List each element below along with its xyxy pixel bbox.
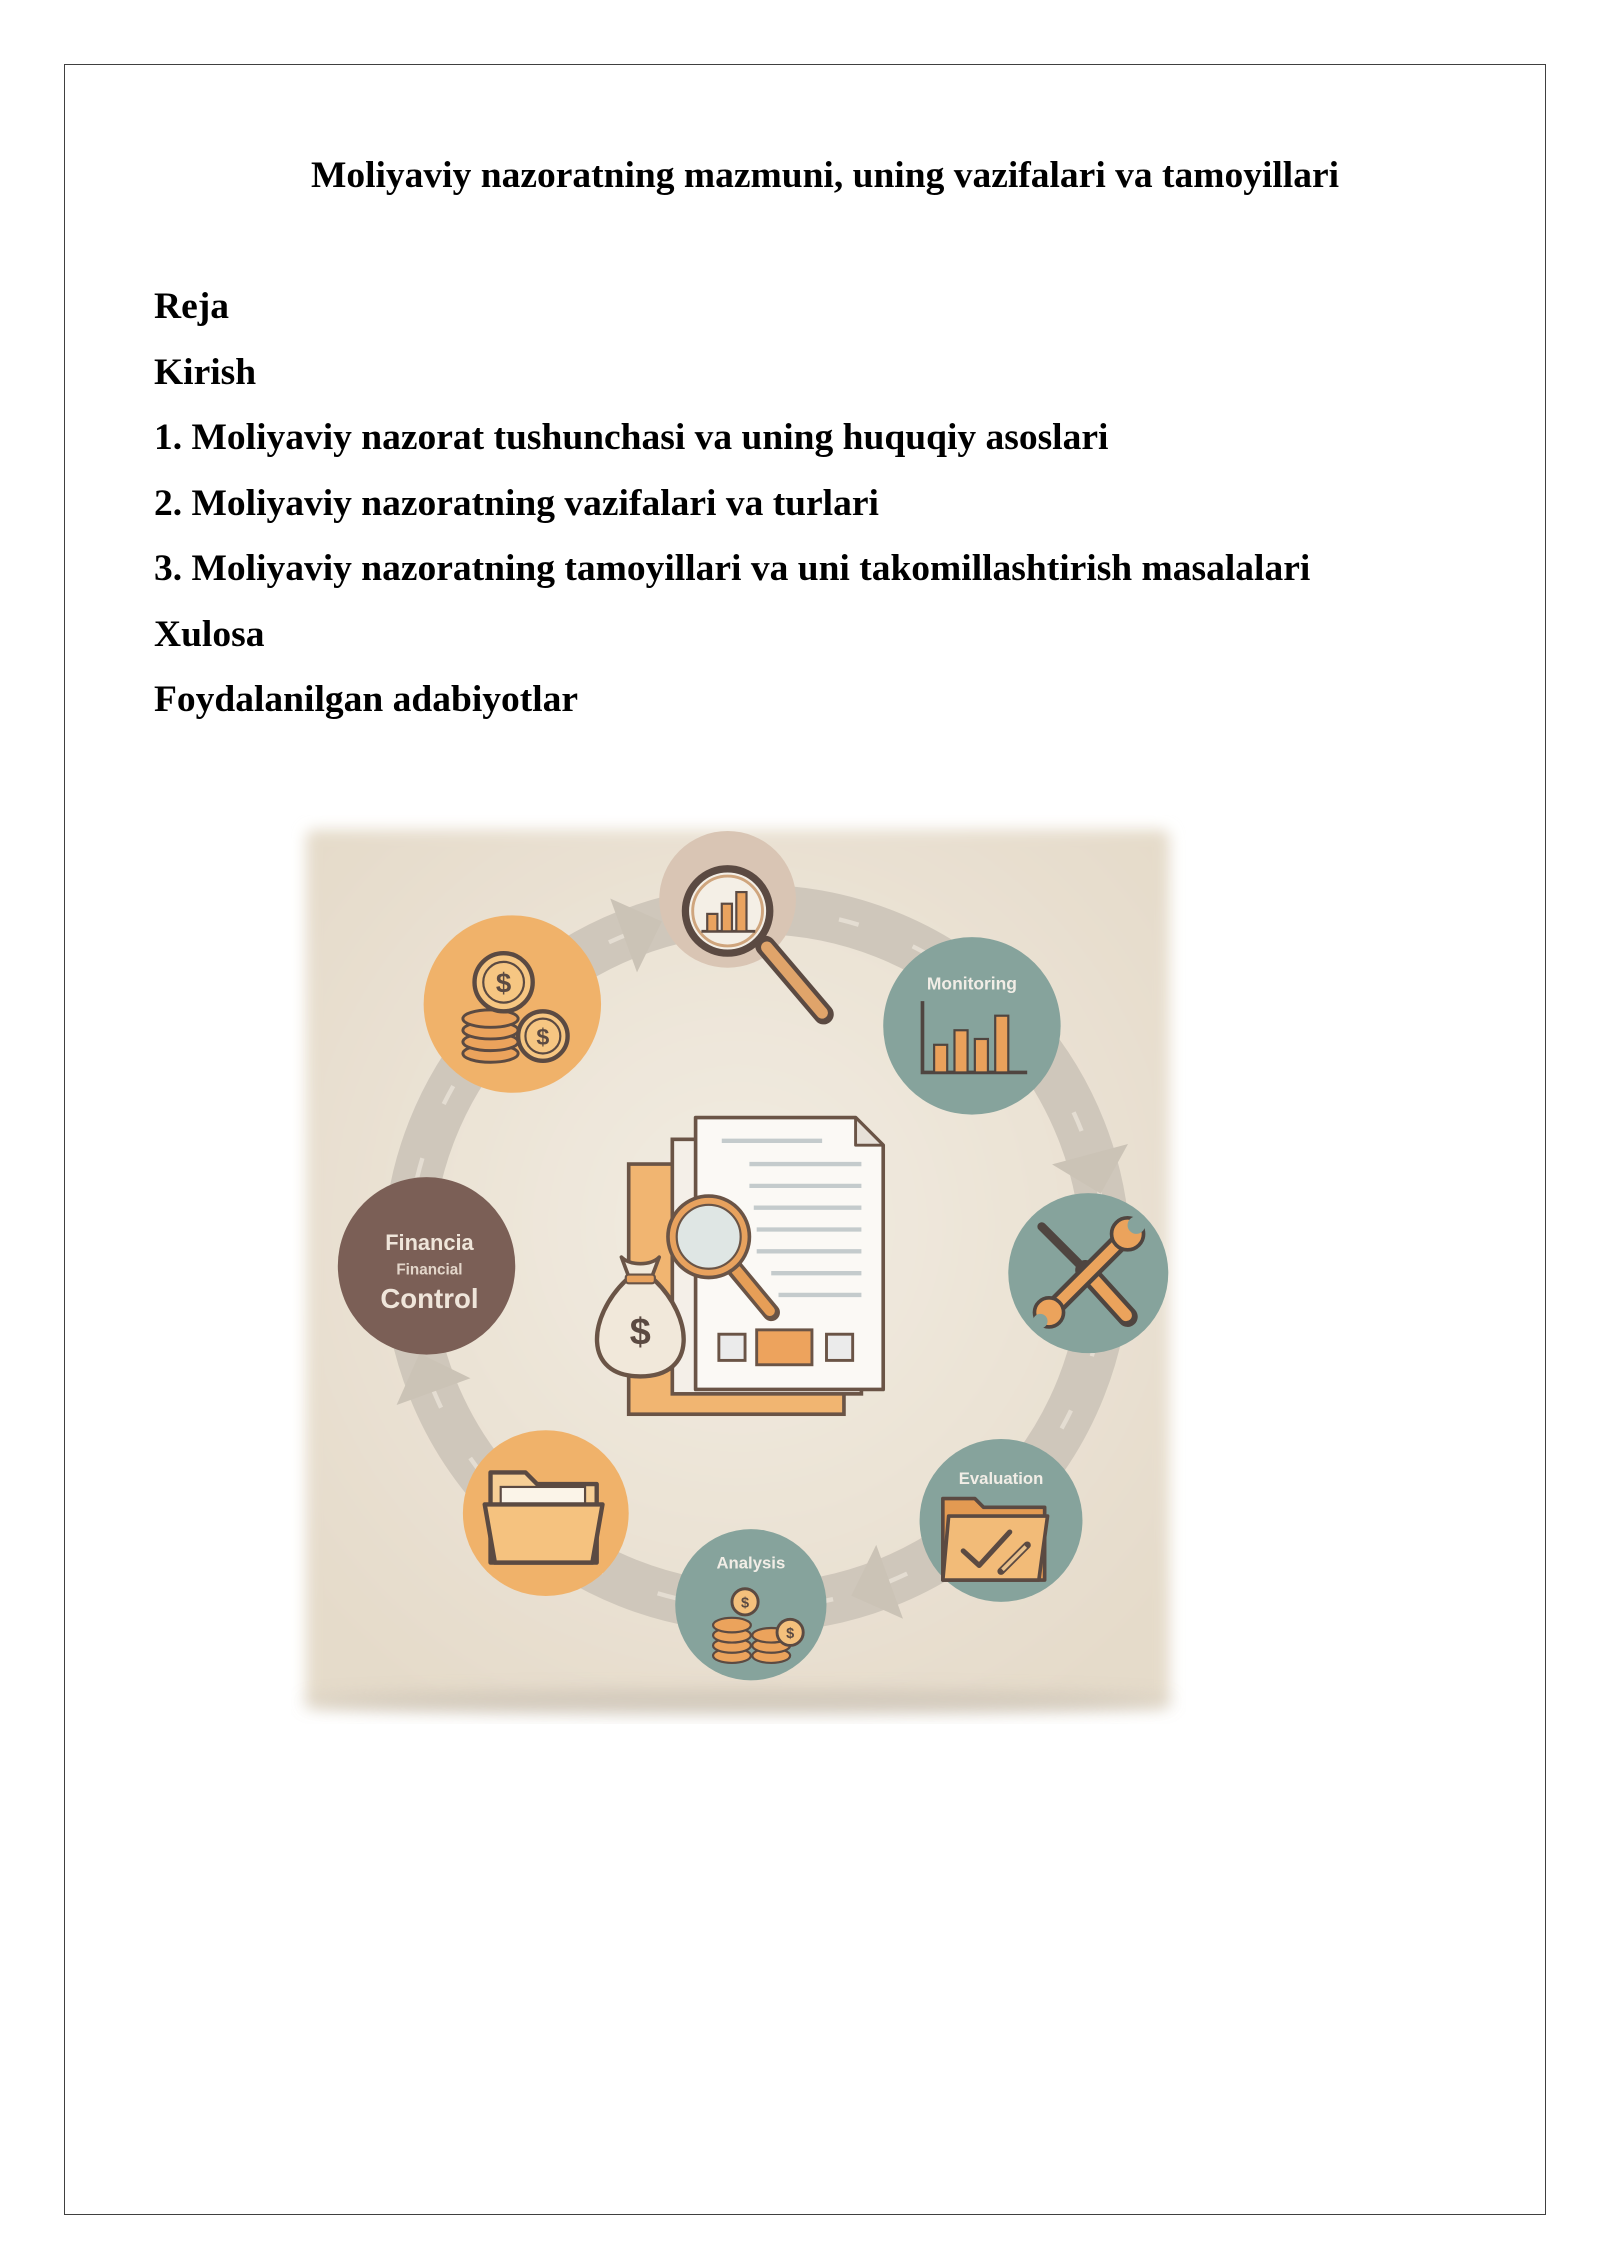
- analysis-label: Analysis: [716, 1553, 786, 1573]
- monitoring-node: [883, 937, 1060, 1114]
- blank-line: [154, 209, 1496, 275]
- coin-dollar-sign: $: [536, 1023, 550, 1050]
- folder-node: [463, 1430, 629, 1596]
- coin-dollar-sign: $: [740, 1595, 750, 1612]
- evaluation-label: Evaluation: [958, 1469, 1044, 1489]
- plan-item-conclusion: Xulosa: [154, 613, 265, 655]
- control-label-line3: Control: [380, 1283, 479, 1315]
- control-label-line1: Financia: [385, 1229, 474, 1255]
- control-label-line2: Financial: [396, 1261, 463, 1279]
- plan-item-introduction: Kirish: [154, 351, 257, 393]
- coin-dollar-sign: $: [495, 967, 512, 999]
- coins-node: [424, 915, 601, 1092]
- folder-check-icon: [943, 1499, 1048, 1580]
- document-body: [154, 143, 1496, 733]
- analysis-node: [675, 1529, 826, 1680]
- folder-icon: [485, 1472, 603, 1562]
- coin-dollar-sign: $: [786, 1626, 795, 1643]
- plan-item-2: 2. Moliyaviy nazoratning vazifalari va turlari: [154, 482, 879, 524]
- evaluation-node: [920, 1439, 1083, 1602]
- tools-node: [1008, 1193, 1168, 1353]
- money-bag-dollar-sign: $: [629, 1311, 651, 1354]
- plan-heading: Reja: [154, 286, 229, 327]
- plan-item-1: 1. Moliyaviy nazorat tushunchasi va uning huquqiy asoslari: [154, 417, 1109, 458]
- financial-control-node: [338, 1177, 515, 1354]
- plan-item-references: Foydalanilgan adabiyotlar: [154, 679, 579, 720]
- financial-control-cycle-illustration: [291, 815, 1186, 1724]
- document-title: Moliyaviy nazoratning mazmuni, uning vazifalari va tamoyillari: [310, 155, 1340, 196]
- monitoring-label: Monitoring: [926, 973, 1017, 994]
- plan-item-3: 3. Moliyaviy nazoratning tamoyillari va uni takomillashtirish masalalari: [154, 548, 1311, 589]
